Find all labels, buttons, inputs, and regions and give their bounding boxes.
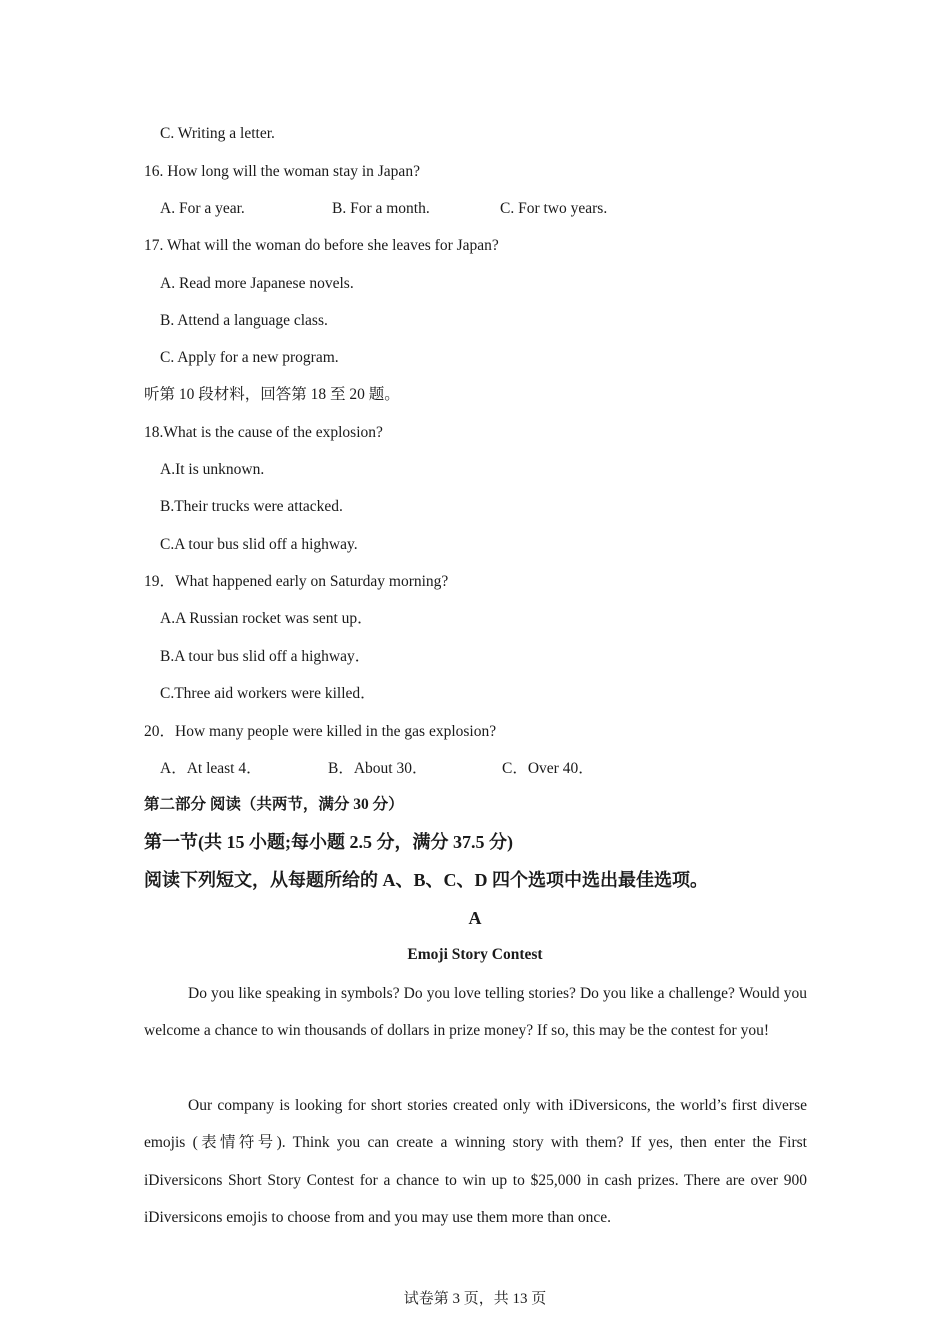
q18-option-b: B.Their trucks were attacked. [160,498,343,515]
page-footer: 试卷第 3 页，共 13 页 [403,1291,547,1307]
q17-option-a: A. Read more Japanese novels. [160,275,354,292]
q19-option-b: B.A tour bus slid off a highway． [160,648,371,665]
passage-paragraph-2: Our company is looking for short stories created only with iDiversicons, the world’s first diverse emojis (表情符号). Think you can create a winning story with them? If yes, then enter the First iDiversicons Short Story Contest for a chance to win up to $25,000 in cash prizes. There are over 900 iDiversicons emojis to choose from and you may use them more than once. [144,1097,807,1226]
reading-part-title: 第二部分 阅读（共两节，满分 30 分） [144,796,404,813]
reading-directions: 阅读下列短文，从每题所给的 A、B、C、D 四个选项中选出最佳选项。 [144,870,708,890]
q15-option-c: C. Writing a letter. [160,125,275,142]
passage-title: Emoji Story Contest [407,946,543,963]
q19-option-a: A.A Russian rocket was sent up． [160,610,373,627]
q17-option-b: B. Attend a language class. [160,312,328,329]
q17-stem: 17. What will the woman do before she leaves for Japan? [144,237,499,254]
passage-label: A [468,908,482,928]
q19-option-c: C.Three aid workers were killed． [160,685,376,702]
q16-option-c: C. For two years. [500,200,608,217]
q19-stem: 19．What happened early on Saturday morning? [144,573,449,590]
q18-option-c: C.A tour bus slid off a highway. [160,536,358,553]
q20-option-c: C．Over 40． [502,760,594,777]
q16-stem: 16. How long will the woman stay in Japan? [144,163,420,180]
q20-option-a: A．At least 4． [160,760,262,777]
q16-option-a: A. For a year. [160,200,245,217]
q16-option-b: B. For a month. [332,200,430,217]
passage-paragraph-1: Do you like speaking in symbols? Do you love telling stories? Do you like a challenge? Would you welcome a chance to win thousands of dollars in prize money? If so, this may be the contest for you! [144,985,807,1040]
q20-option-b: B．About 30． [328,760,428,777]
q17-option-c: C. Apply for a new program. [160,349,339,366]
q20-stem: 20．How many people were killed in the gas explosion? [144,723,497,740]
reading-section-title: 第一节(共 15 小题;每小题 2.5 分，满分 37.5 分) [144,832,513,852]
listening-instruction: 听第 10 段材料，回答第 18 至 20 题。 [144,386,400,403]
q18-stem: 18.What is the cause of the explosion? [144,424,383,441]
q18-option-a: A.It is unknown. [160,461,265,478]
